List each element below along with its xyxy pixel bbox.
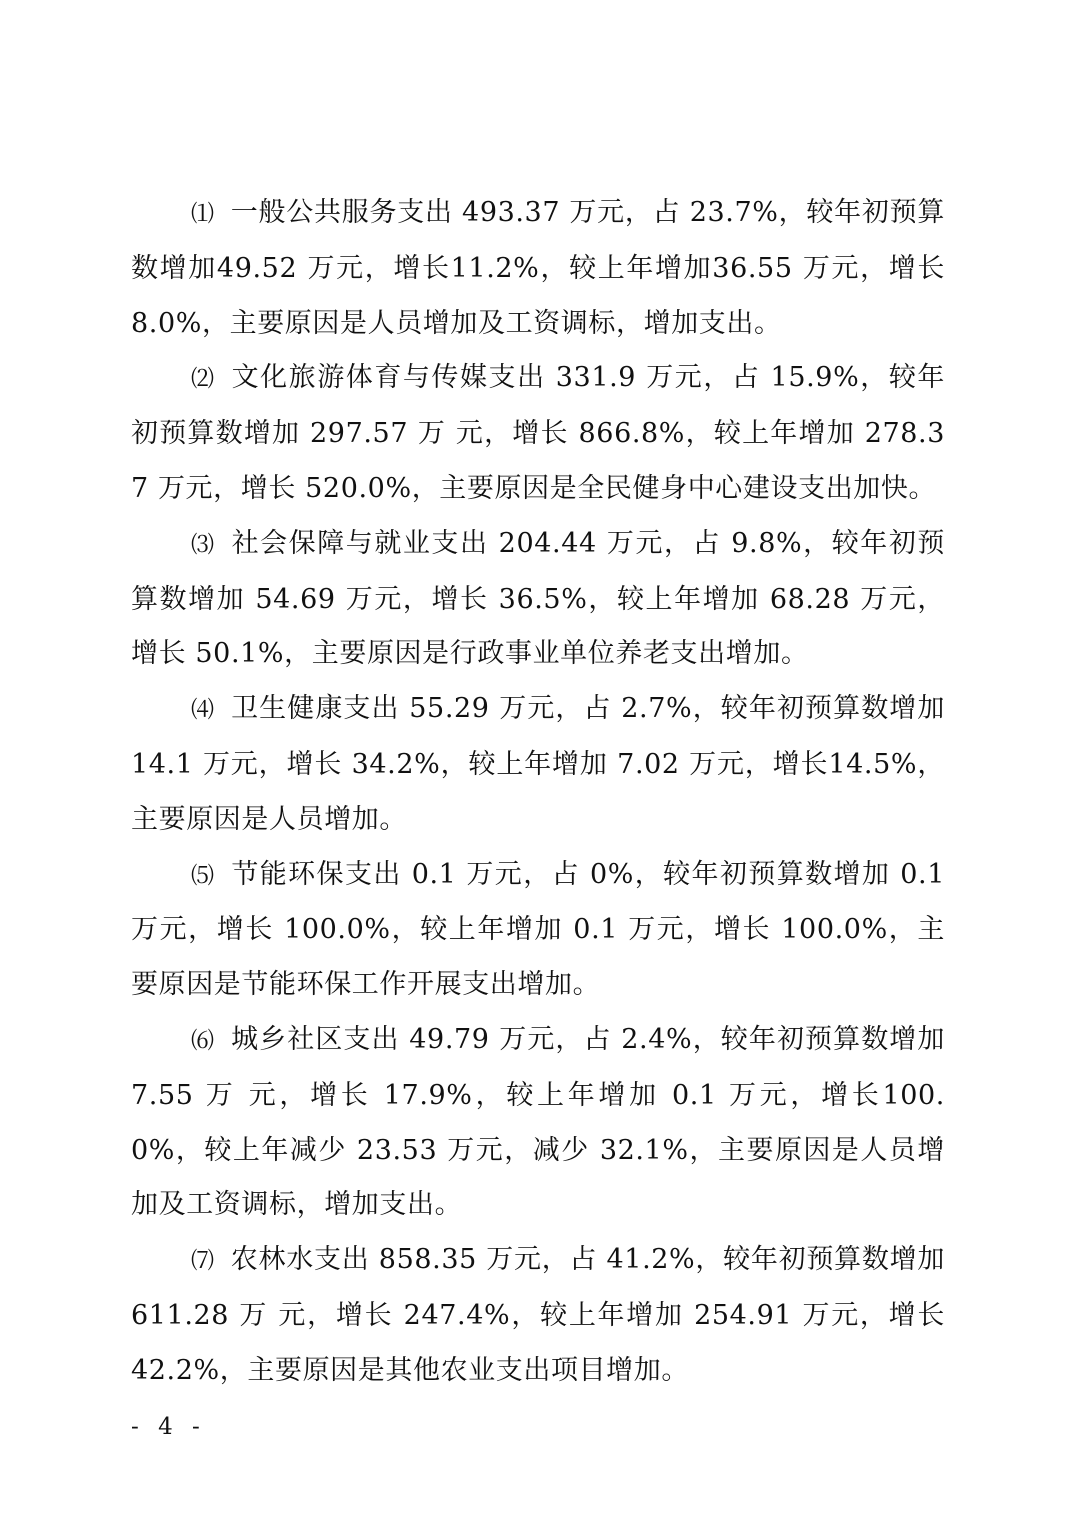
paragraph-text: 一般公共服务支出 493.37 万元，占 23.7%，较年初预算数增加49.52 万元，增长11.2%，较上年增加36.55 万元，增长8.0%，主要原因是人员增加及工资调标，增加支出。 — [131, 197, 945, 339]
paragraph-6 — [131, 1013, 945, 1233]
paragraph-2 — [131, 351, 945, 516]
paragraph-text: 农林水支出 858.35 万元，占 41.2%，较年初预算数增加611.28 万 元，增长 247.4%，较上年增加 254.91 万元，增长 42.2%，主要原因是其他农业支出项目增加。 — [131, 1244, 945, 1386]
item-number: ⑹ — [191, 1027, 216, 1054]
item-number: ⑷ — [191, 697, 216, 724]
paragraph-4 — [131, 682, 945, 847]
paragraph-text: 社会保障与就业支出 204.44 万元，占 9.8%，较年初预算数增加 54.69 万元，增长 36.5%，较上年增加 68.28 万元，增长 50.1%，主要原因是行政事业单位养老支出增加。 — [131, 527, 945, 670]
paragraph-text: 卫生健康支出 55.29 万元，占 2.7%，较年初预算数增加 14.1 万元，增长 34.2%，较上年增加 7.02 万元，增长14.5%，主要原因是人员增加。 — [131, 693, 945, 835]
paragraph-text: 节能环保支出 0.1 万元，占 0%，较年初预算数增加 0.1 万元，增长 100.0%，较上年增加 0.1 万元，增长 100.0%，主要原因是节能环保工作开展支出增加。 — [131, 858, 945, 1001]
paragraph-3 — [131, 517, 945, 682]
paragraph-1 — [131, 186, 945, 351]
paragraph-text: 文化旅游体育与传媒支出 331.9 万元，占 15.9%，较年初预算数增加 297.57 万 元，增长 866.8%，较上年增加 278.37 万元，增长 520.0%，主要原因是全民健身中心建设支出加快。 — [131, 362, 945, 504]
item-number: ⑶ — [191, 531, 216, 558]
body-text — [131, 186, 945, 1399]
paragraph-7 — [131, 1233, 945, 1398]
item-number: ⑴ — [191, 201, 215, 227]
item-number: ⑺ — [191, 1248, 215, 1275]
paragraph-text: 城乡社区支出 49.79 万元，占 2.4%，较年初预算数增加 7.55 万 元，增长 17.9%，较上年增加 0.1 万元，增长100.0%，较上年减少 23.53 万元，减少 32.1%，主要原因是人员增加及工资调标，增加支出。 — [131, 1023, 945, 1221]
item-number: ⑵ — [191, 366, 216, 393]
item-number: ⑸ — [191, 862, 216, 889]
paragraph-5 — [131, 848, 945, 1013]
page-number: - 4 - — [131, 1414, 206, 1440]
